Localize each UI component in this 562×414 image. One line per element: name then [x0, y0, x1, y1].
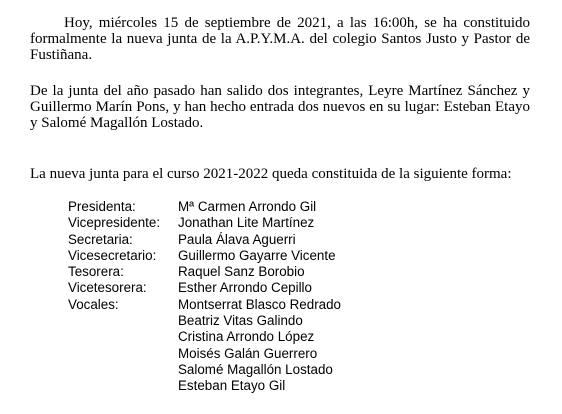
board-member-name: Raquel Sanz Borobio [178, 264, 305, 280]
composition-paragraph: La nueva junta para el curso 2021-2022 queda constituida de la siguiente forma: [30, 166, 512, 182]
board-member-name: Moisés Galán Guerrero [178, 345, 318, 361]
board-role [68, 362, 178, 378]
board-members-list [68, 199, 528, 395]
intro-paragraph: Hoy, miércoles 15 de septiembre de 2021, a las 16:00h, se ha constituido formalmente la nueva junta de la A.P.Y.M.A. del colegio Santos Justo y Pastor de Fustiñana. [30, 15, 530, 63]
board-row-vicesecretario [68, 248, 528, 264]
board-member-name: Esther Arrondo Cepillo [178, 280, 312, 296]
board-role [68, 313, 178, 329]
board-row-vocal [68, 313, 528, 329]
board-member-name: Paula Álava Aguerri [178, 231, 296, 247]
board-member-name: Guillermo Gayarre Vicente [178, 247, 336, 263]
board-member-name: Jonathan Lite Martínez [178, 215, 315, 231]
board-row-vocal [68, 362, 528, 378]
board-role: Tesorera: [68, 264, 124, 280]
board-role: Secretaria: [68, 231, 133, 247]
board-row-vicetesorera [68, 280, 528, 296]
board-row-vocales [68, 297, 528, 313]
changes-paragraph: De la junta del año pasado han salido dos integrantes, Leyre Martínez Sánchez y Guillermo Marín Pons, y han hecho entrada dos nuevos en su lugar: Esteban Etayo y Salomé Magallón Lostado. [30, 83, 530, 131]
board-row-vocal [68, 329, 528, 345]
board-role [68, 378, 178, 394]
board-row-tesorera [68, 264, 528, 280]
board-role: Presidenta: [68, 199, 136, 214]
board-role: Vicesecretario: [68, 247, 157, 263]
board-member-name: Montserrat Blasco Redrado [178, 296, 341, 312]
board-role: Vicetesorera: [68, 280, 147, 296]
board-member-name: Mª Carmen Arrondo Gil [178, 199, 317, 214]
board-row-presidenta [68, 199, 528, 215]
board-member-name: Beatriz Vitas Galindo [178, 313, 303, 329]
board-role: Vicepresidente: [68, 215, 161, 231]
board-row-vocal [68, 378, 528, 394]
board-member-name: Salomé Magallón Lostado [178, 361, 333, 377]
board-role [68, 329, 178, 345]
board-row-secretaria [68, 232, 528, 248]
board-role: Vocales: [68, 296, 119, 312]
board-member-name: Esteban Etayo Gil [178, 378, 286, 394]
board-row-vicepresidente [68, 215, 528, 231]
board-role [68, 346, 178, 362]
board-row-vocal [68, 346, 528, 362]
board-member-name: Cristina Arrondo López [178, 329, 315, 345]
